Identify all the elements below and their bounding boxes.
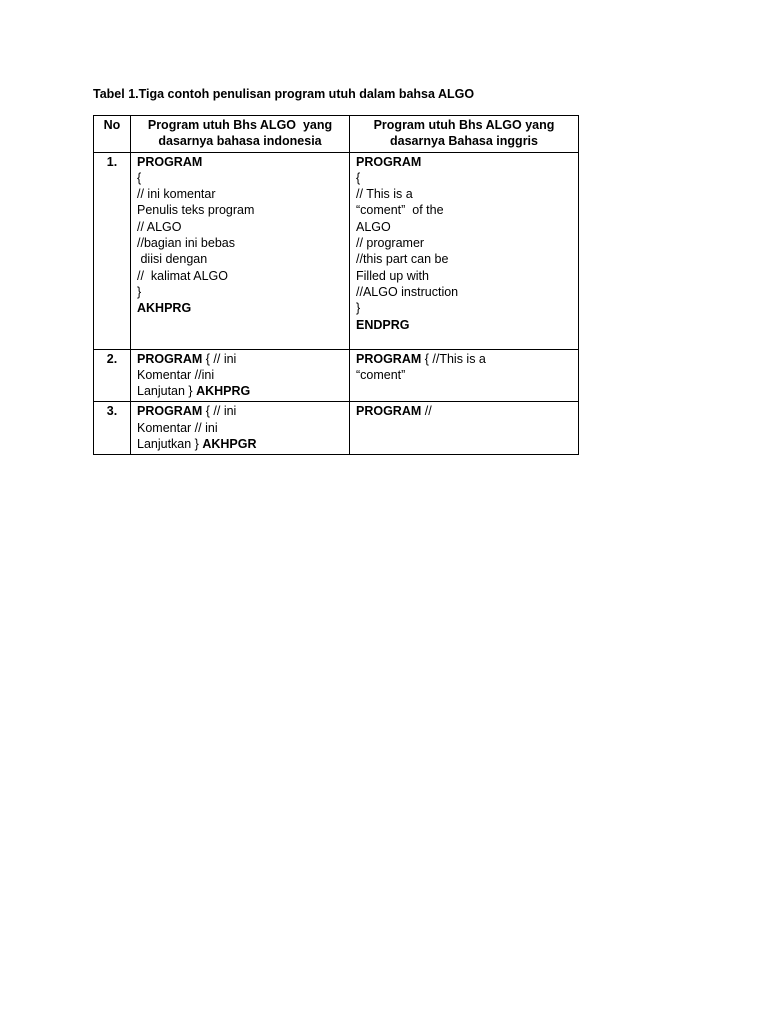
code-line: “coment” of the <box>356 203 444 218</box>
table-header-row <box>94 116 579 153</box>
code-line: Penulis teks program <box>137 203 255 218</box>
cell-indonesian <box>131 349 350 402</box>
code-line <box>137 383 343 399</box>
keyword-program: PROGRAM <box>137 351 203 366</box>
code-line: // programer <box>356 236 425 251</box>
keyword-program: PROGRAM <box>356 154 422 169</box>
code-line <box>356 403 572 419</box>
header-indonesian <box>131 116 350 153</box>
code-line: // ini komentar <box>137 187 216 202</box>
cell-english <box>350 152 579 349</box>
cell-indonesian <box>131 402 350 455</box>
code-line: // ALGO <box>137 219 182 234</box>
keyword-program: PROGRAM <box>137 154 203 169</box>
code-line <box>356 351 572 367</box>
cell-english <box>350 402 579 455</box>
header-indonesian-line: Program utuh Bhs ALGO yang <box>147 118 333 132</box>
code-line: //ALGO instruction <box>356 284 459 299</box>
code-line: ALGO <box>356 219 391 234</box>
code-line: { <box>137 170 142 185</box>
code-line: Komentar // ini <box>137 420 218 435</box>
header-no: No <box>94 116 131 153</box>
code-line: //this part can be <box>356 252 449 267</box>
keyword-program: PROGRAM <box>356 404 422 419</box>
table-row <box>94 152 579 349</box>
code-line: // This is a <box>356 187 413 202</box>
program-table <box>93 115 579 455</box>
code-text: { //This is a <box>421 351 486 366</box>
code-line: { <box>356 170 361 185</box>
code-line: // kalimat ALGO <box>137 268 229 283</box>
row-number: 2. <box>94 349 131 402</box>
code-line: “coment” <box>356 367 406 382</box>
table-caption: Tabel 1.Tiga contoh penulisan program utuh dalam bahsa ALGO <box>93 87 475 101</box>
keyword-end: AKHPGR <box>202 437 257 452</box>
code-line: } <box>137 284 142 299</box>
code-text: { // ini <box>202 351 237 366</box>
keyword-program: PROGRAM <box>356 351 422 366</box>
code-line: diisi dengan <box>137 252 208 267</box>
keyword-program: PROGRAM <box>137 404 203 419</box>
code-line: Komentar //ini <box>137 367 215 382</box>
table-row <box>94 349 579 402</box>
code-line <box>137 351 343 367</box>
cell-english <box>350 349 579 402</box>
row-number: 3. <box>94 402 131 455</box>
code-text: Lanjutkan } <box>137 437 203 452</box>
keyword-end: ENDPRG <box>356 317 410 332</box>
code-line <box>137 403 343 419</box>
keyword-end: AKHPRG <box>137 301 192 316</box>
code-text: // <box>421 404 432 419</box>
code-text: Lanjutan } <box>137 384 197 399</box>
code-line: } <box>356 301 361 316</box>
header-english <box>350 116 579 153</box>
row-number: 1. <box>94 152 131 349</box>
table-row <box>94 402 579 455</box>
code-line: Filled up with <box>356 268 429 283</box>
code-line <box>137 436 343 452</box>
header-english-line: Program utuh Bhs ALGO yang <box>373 118 555 132</box>
code-text: { // ini <box>202 404 237 419</box>
keyword-end: AKHPRG <box>196 384 251 399</box>
header-indonesian-line: dasarnya bahasa indonesia <box>158 134 322 149</box>
code-line: //bagian ini bebas <box>137 236 235 251</box>
cell-indonesian <box>131 152 350 349</box>
header-english-line: dasarnya Bahasa inggris <box>390 134 538 149</box>
